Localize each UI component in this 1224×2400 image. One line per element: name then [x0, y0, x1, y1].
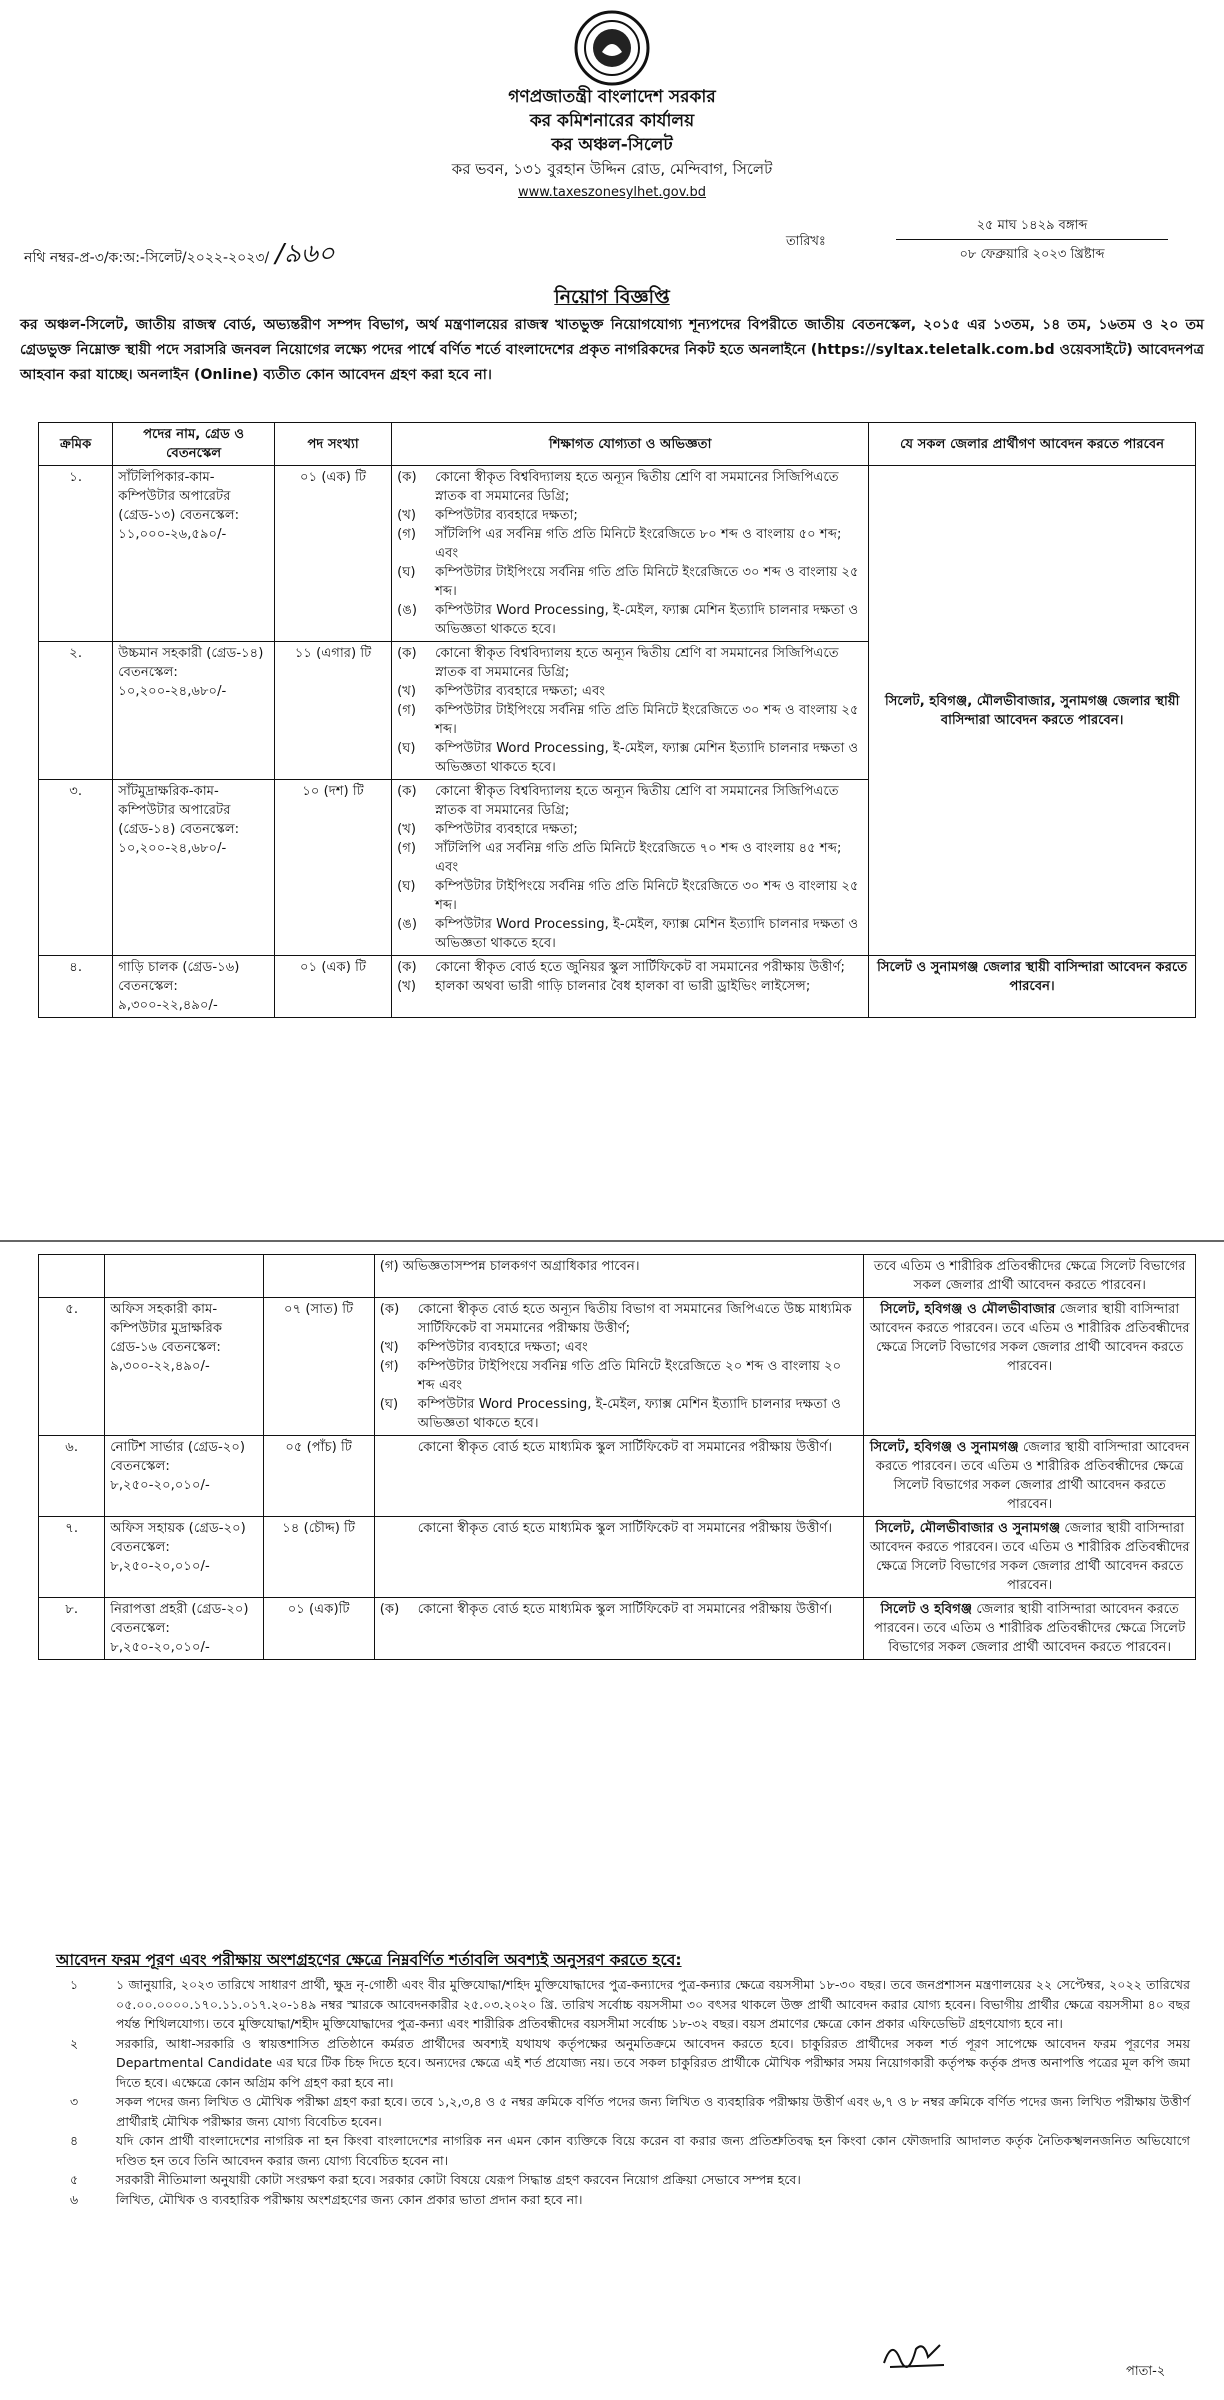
condition-number: ৩ — [70, 2094, 79, 2109]
table-row — [39, 956, 1196, 1018]
conditions-title: আবেদন ফরম পূরণ এবং পরীক্ষায় অংশগ্রহণের ক্ষেত্রে নিম্নবর্ণিত শর্তাবলি অবশ্যই অনুসরণ করতে হবে: — [56, 1951, 682, 1969]
condition-number: ১ — [70, 1977, 79, 1992]
qualification-text: কম্পিউটার Word Processing, ই-মেইল, ফ্যাক্স মেশিন ইত্যাদি চালনার দক্ষতা ও অভিজ্ঞতা থাকতে হবে। — [435, 917, 859, 951]
qualification-key: (ক) — [397, 646, 417, 661]
qualification-text: কম্পিউটার ব্যবহারে দক্ষতা; — [435, 822, 578, 837]
condition-item — [70, 1975, 1190, 2034]
serial-cell: ২. — [39, 642, 113, 780]
qualification-text: কম্পিউটার Word Processing, ই-মেইল, ফ্যাক্স মেশিন ইত্যাদি চালনার দক্ষতা ও অভিজ্ঞতা থাকতে হবে। — [435, 603, 859, 637]
eligibility-cell: সিলেট, হবিগঞ্জ, মৌলভীবাজার, সুনামগঞ্জ জেলার স্থায়ী বাসিন্দারা আবেদন করতে পারবেন। — [869, 466, 1196, 956]
date-block — [896, 212, 1168, 266]
condition-number: ৪ — [70, 2133, 79, 2148]
post-cell — [105, 1255, 263, 1298]
posts-table-continued — [38, 1254, 1196, 1660]
serial-cell: ৩. — [39, 780, 113, 956]
qualification-text: কোনো স্বীকৃত বোর্ড হতে অন্যূন দ্বিতীয় বিভাগ বা সমমানের জিপিএতে উচ্চ মাধ্যমিক সার্টিফিকেট বা সমমানের পরীক্ষায় উত্তীর্ণ; — [417, 1302, 852, 1336]
page-number: পাতা-২ — [1126, 2364, 1166, 2379]
date-bangla: ২৫ মাঘ ১৪২৯ বঙ্গাব্দ — [976, 218, 1088, 233]
qualification-item — [397, 601, 863, 639]
qualification-key: (খ) — [397, 822, 417, 837]
condition-item — [70, 2034, 1190, 2093]
serial-cell: ৪. — [39, 956, 113, 1018]
header-count: পদ সংখ্যা — [275, 423, 392, 466]
post-cell: অফিস সহায়ক (গ্রেড-২০) বেতনস্কেল: ৮,২৫০-২০,০১০/- — [105, 1517, 263, 1598]
qualification-text: কোনো স্বীকৃত বোর্ড হতে মাধ্যমিক স্কুল সার্টিফিকেট বা সমমানের পরীক্ষায় উত্তীর্ণ। — [417, 1440, 833, 1455]
notice-title: নিয়োগ বিজ্ঞপ্তি — [554, 286, 670, 308]
serial-cell: ৭. — [39, 1517, 105, 1598]
qualification-text: কম্পিউটার ব্যবহারে দক্ষতা; এবং — [435, 684, 606, 699]
eligibility-cell — [864, 1298, 1196, 1436]
eligibility-districts: সিলেট, মৌলভীবাজার ও সুনামগঞ্জ — [875, 1521, 1061, 1536]
header-eligibility: যে সকল জেলার প্রার্থীগণ আবেদন করতে পারবেন — [869, 423, 1196, 466]
serial-cell: ৮. — [39, 1598, 105, 1660]
condition-text: লিখিত, মৌখিক ও ব্যবহারিক পরীক্ষায় অংশগ্রহণের জন্য কোন প্রকার ভাতা প্রদান করা হবে না। — [116, 2191, 583, 2207]
qualification-cell — [374, 1598, 864, 1660]
header-post: পদের নাম, গ্রেড ও বেতনস্কেল — [113, 423, 275, 466]
qualification-item — [397, 782, 863, 820]
qualification-item — [380, 1438, 859, 1457]
table-row — [39, 1298, 1196, 1436]
table-row-continued — [39, 1255, 1196, 1298]
qualification-item — [397, 839, 863, 877]
qualification-cell — [392, 780, 869, 956]
govt-name: গণপ্রজাতন্ত্রী বাংলাদেশ সরকার — [508, 87, 716, 107]
qualification-item — [380, 1519, 859, 1538]
qualification-item — [397, 644, 863, 682]
eligibility-text: জেলার স্থায়ী বাসিন্দারা আবেদন করতে পারবেন। তবে এতিম ও শারীরিক প্রতিবন্ধীদের ক্ষেত্রে সিলেট বিভাগের সকল জেলার প্রার্থী আবেদন করতে পারবেন। — [875, 1440, 1190, 1512]
qualification-item — [380, 1300, 859, 1338]
qualification-cell — [392, 956, 869, 1018]
condition-text: সকল পদের জন্য লিখিত ও মৌখিক পরীক্ষা গ্রহণ করা হবে। তবে ১,২,৩,৪ ও ৫ নম্বর ক্রমিকে বর্ণিত পদের জন্য লিখিত ও ব্যবহারিক পরীক্ষায় উত্তীর্ণ এবং ৬,৭ ও ৮ নম্বর ক্রমিকে বর্ণিত পদের জন্য লিখিত পরীক্ষায় উত্তীর্ণ প্রার্থীরাই মৌখিক পরীক্ষার জন্য যোগ্য বিবেচিত হবেন। — [116, 2094, 1190, 2129]
qualification-text: কম্পিউটার টাইপিংয়ে সর্বনিম্ন গতি প্রতি মিনিটে ইংরেজিতে ৩০ শব্দ ও বাংলায় ২৫ শব্দ। — [435, 879, 859, 913]
date-label: তারিখঃ — [786, 234, 826, 249]
condition-item — [70, 2170, 1190, 2190]
post-count-cell — [263, 1255, 374, 1298]
eligibility-districts: সিলেট, হবিগঞ্জ ও মৌলভীবাজার — [880, 1302, 1056, 1317]
eligibility-text: জেলার স্থায়ী বাসিন্দারা আবেদন করতে পারবেন। তবে এতিম ও শারীরিক প্রতিবন্ধীদের ক্ষেত্রে সিলেট বিভাগের সকল জেলার প্রার্থী আবেদন করতে পারবেন। — [874, 1602, 1186, 1655]
qualification-text: কোনো স্বীকৃত বিশ্ববিদ্যালয় হতে অন্যূন দ্বিতীয় শ্রেণি বা সমমানের সিজিপিএতে স্নাতক বা সমমানের ডিগ্রি; — [435, 470, 839, 504]
qualification-key: (গ) — [379, 1359, 399, 1374]
qualification-text: কম্পিউটার Word Processing, ই-মেইল, ফ্যাক্স মেশিন ইত্যাদি চালনার দক্ষতা ও অভিজ্ঞতা থাকতে হবে। — [417, 1397, 841, 1431]
condition-text: যদি কোন প্রার্থী বাংলাদেশের নাগরিক না হন কিংবা বাংলাদেশের নাগরিক নন এমন কোন ব্যক্তিকে বিয়ে করেন বা করার জন্য প্রতিশ্রুতিবদ্ধ হন কিংবা কোন ফৌজদারি আদালত কর্তৃক নৈতিকস্খলনজনিত অভিযোগে দণ্ডিত হন তবে তিনি আবেদন করার জন্য যোগ্য বিবেচিত হবেন না। — [116, 2133, 1190, 2168]
condition-item — [70, 2190, 1190, 2210]
qualification-cell — [374, 1436, 864, 1517]
posts-table — [38, 422, 1196, 1018]
post-count-cell: ০১ (এক) টি — [275, 466, 392, 642]
qualification-key: (ঙ) — [397, 917, 418, 932]
qualification-cell — [374, 1298, 864, 1436]
office-name: কর কমিশনারের কার্যালয় — [529, 111, 695, 131]
qualification-key: (গ) — [397, 703, 417, 718]
qualification-cell — [374, 1517, 864, 1598]
qualification-text: কোনো স্বীকৃত বিশ্ববিদ্যালয় হতে অন্যূন দ্বিতীয় শ্রেণি বা সমমানের সিজিপিএতে স্নাতক বা সমমানের ডিগ্রি; — [435, 784, 839, 818]
eligibility-cell — [864, 1598, 1196, 1660]
table-row — [39, 1517, 1196, 1598]
date-english: ০৮ ফেব্রুয়ারি ২০২৩ খ্রিষ্টাব্দ — [959, 247, 1105, 262]
eligibility-districts: সিলেট ও হবিগঞ্জ — [880, 1602, 973, 1617]
qualification-key: (ক) — [397, 470, 417, 485]
post-count-cell: ০১ (এক)টি — [263, 1598, 374, 1660]
eligibility-districts: সিলেট, হবিগঞ্জ ও সুনামগঞ্জ — [869, 1440, 1019, 1455]
post-cell: সাঁটলিপিকার-কাম-কম্পিউটার অপারেটর (গ্রেড-১৩) বেতনস্কেল: ১১,০০০-২৬,৫৯০/- — [113, 466, 275, 642]
post-cell: উচ্চমান সহকারী (গ্রেড-১৪) বেতনস্কেল: ১০,২০০-২৪,৬৮০/- — [113, 642, 275, 780]
post-cell: অফিস সহকারী কাম-কম্পিউটার মুদ্রাক্ষরিক গ্রেড-১৬ বেতনস্কেল: ৯,৩০০-২২,৪৯০/- — [105, 1298, 263, 1436]
date-divider — [896, 239, 1168, 240]
post-count-cell: ১০ (দশ) টি — [275, 780, 392, 956]
condition-number: ৬ — [70, 2191, 79, 2207]
qualification-text: সাঁটলিপি এর সর্বনিম্ন গতি প্রতি মিনিটে ইংরেজিতে ৮০ শব্দ ও বাংলায় ৫০ শব্দ; এবং — [435, 527, 842, 561]
qualification-text: কম্পিউটার টাইপিংয়ে সর্বনিম্ন গতি প্রতি মিনিটে ইংরেজিতে ৩০ শব্দ ও বাংলায় ২৫ শব্দ। — [435, 703, 859, 737]
qualification-text: কম্পিউটার Word Processing, ই-মেইল, ফ্যাক্স মেশিন ইত্যাদি চালনার দক্ষতা ও অভিজ্ঞতা থাকতে হবে। — [435, 741, 859, 775]
post-cell: গাড়ি চালক (গ্রেড-১৬) বেতনস্কেল: ৯,৩০০-২২,৪৯০/- — [113, 956, 275, 1018]
condition-text: ১ জানুয়ারি, ২০২৩ তারিখে সাধারণ প্রার্থী, ক্ষুদ্র নৃ-গোষ্ঠী এবং বীর মুক্তিযোদ্ধা/শহিদ মুক্তিযোদ্ধাদের পুত্র-কন্যাদের পুত্র-কন্যার ক্ষেত্রে বয়সসীমা ১৮-৩০ বছর। তবে জনপ্রশাসন মন্ত্রণালয়ের ২২ সেপ্টেম্বর, ২০২২ তারিখের ০৫.০০.০০০০.১৭০.১১.০১৭.২০-১৪৯ নম্বর স্মারকে আবেদনকারীর ২৫.০৩.২০২০ খ্রি. তারিখ সর্বোচ্চ বয়সসীমা ৩০ বৎসর থাকলে উক্ত প্রার্থী আবেদন করার যোগ্য হবেন। বিভাগীয় প্রার্থীর ক্ষেত্রে বয়সসীমা ৪০ বছর পর্যন্ত শিথিলযোগ্য। তবে মুক্তিযোদ্ধা/শহীদ মুক্তিযোদ্ধাদের পুত্র-কন্যা এবং শারীরিক প্রতিবন্ধীদের বয়সসীমা সর্বোচ্চ ১৮-৩২ বছর। বয়স প্রমাণের ক্ষেত্রে কোন প্রকার এফিডেভিট গ্রহণযোগ্য হবে না। — [116, 1977, 1190, 2031]
post-cell: সাঁটমুদ্রাক্ষরিক-কাম-কম্পিউটার অপারেটর (গ্রেড-১৪) বেতনস্কেল: ১০,২০০-২৪,৬৮০/- — [113, 780, 275, 956]
qualification-item — [397, 506, 863, 525]
qualification-key: (গ) — [397, 527, 417, 542]
condition-number: ৫ — [70, 2172, 79, 2187]
qualification-item — [397, 977, 863, 996]
post-count-cell: ০৭ (সাত) টি — [263, 1298, 374, 1436]
table-row — [39, 1436, 1196, 1517]
post-count-cell: ১৪ (চৌদ্দ) টি — [263, 1517, 374, 1598]
qualification-text: কোনো স্বীকৃত বোর্ড হতে মাধ্যমিক স্কুল সার্টিফিকেট বা সমমানের পরীক্ষায় উত্তীর্ণ। — [417, 1602, 833, 1617]
qualification-text: কম্পিউটার ব্যবহারে দক্ষতা; এবং — [417, 1340, 588, 1355]
qualification-key: (ঙ) — [397, 603, 418, 618]
qualification-item — [397, 877, 863, 915]
table-header-row — [39, 423, 1196, 466]
qualification-text: সাঁটলিপি এর সর্বনিম্ন গতি প্রতি মিনিটে ইংরেজিতে ৭০ শব্দ ও বাংলায় ৪৫ শব্দ; এবং — [435, 841, 842, 875]
memo-number-text: নথি নম্বর-প্র-৩/ক:অ:-সিলেট/২০২২-২০২৩/ — [24, 250, 270, 266]
post-cell: নিরাপত্তা প্রহরী (গ্রেড-২০) বেতনস্কেল: ৮,২৫০-২০,০১০/- — [105, 1598, 263, 1660]
post-count-cell: ১১ (এগার) টি — [275, 642, 392, 780]
serial-cell: ১. — [39, 466, 113, 642]
condition-item — [70, 2131, 1190, 2170]
qualification-item — [397, 468, 863, 506]
qualification-item — [380, 1395, 859, 1433]
qualification-key: (খ) — [397, 684, 417, 699]
qualification-cell: (গ) অভিজ্ঞতাসম্পন্ন চালকগণ অগ্রাধিকার পাবেন। — [374, 1255, 864, 1298]
memo-handwritten-number: /৯৬০ — [275, 239, 335, 269]
post-count-cell: ০১ (এক) টি — [275, 956, 392, 1018]
condition-text: সরকারি, আধা-সরকারি ও স্বায়ত্তশাসিত প্রতিষ্ঠানে কর্মরত প্রার্থীদের অবশ্যই যথাযথ কর্তৃপক্ষের অনুমতিক্রমে আবেদন করতে হবে। চাকুরিরত প্রার্থীদের সকল শর্ত পূরণ সাপেক্ষে আবেদন ফরম পূরণের সময় Departmental Candidate এর ঘরে টিক চিহ্ন দিতে হবে। অন্যদের ক্ষেত্রে এই শর্ত প্রযোজ্য নয়। তবে সকল চাকুরিরত প্রার্থীকে মৌখিক পরীক্ষার সময় নিয়োগকারী কর্তৃপক্ষ কর্তৃক প্রদত্ত অনাপত্তি পত্রের মূল কপি জমা দিতে হবে। এক্ষেত্রে কোন অগ্রিম কপি গ্রহণ করা হবে না। — [116, 2035, 1190, 2090]
qualification-key: (খ) — [397, 508, 417, 523]
qualification-key: (খ) — [379, 1340, 399, 1355]
qualification-item — [397, 701, 863, 739]
qualification-item — [397, 915, 863, 953]
table-row — [39, 1598, 1196, 1660]
qualification-item — [397, 525, 863, 563]
eligibility-cell — [864, 1436, 1196, 1517]
qualification-item — [380, 1357, 859, 1395]
qualification-key: (ঘ) — [397, 741, 416, 756]
qualification-key: (ঘ) — [379, 1397, 399, 1412]
qualification-item — [397, 739, 863, 777]
qualification-item — [397, 958, 863, 977]
qualification-text: কোনো স্বীকৃত বোর্ড হতে মাধ্যমিক স্কুল সার্টিফিকেট বা সমমানের পরীক্ষায় উত্তীর্ণ। — [417, 1521, 833, 1536]
qualification-item — [380, 1338, 859, 1357]
post-count-cell: ০৫ (পাঁচ) টি — [263, 1436, 374, 1517]
eligibility-text: জেলার স্থায়ী বাসিন্দারা আবেদন করতে পারবেন। তবে এতিম ও শারীরিক প্রতিবন্ধীদের ক্ষেত্রে সিলেট বিভাগের সকল জেলার প্রার্থী আবেদন করতে পারবেন। — [869, 1302, 1190, 1374]
qualification-key: (ক) — [379, 1602, 400, 1617]
qualification-key: (ক) — [397, 960, 417, 975]
qualification-key: (খ) — [397, 979, 417, 994]
website-link[interactable]: www.taxeszonesylhet.gov.bd — [517, 185, 707, 200]
qualification-key — [380, 1438, 414, 1457]
eligibility-cell: সিলেট ও সুনামগঞ্জ জেলার স্থায়ী বাসিন্দারা আবেদন করতে পারবেন। — [869, 956, 1196, 1018]
office-address: কর ভবন, ১৩১ বুরহান উদ্দিন রোড, মেন্দিবাগ, সিলেট — [451, 160, 773, 178]
qualification-key: (গ) — [397, 841, 417, 856]
qualification-text: কোনো স্বীকৃত বিশ্ববিদ্যালয় হতে অন্যূন দ্বিতীয় শ্রেণি বা সমমানের সিজিপিএতে স্নাতক বা সমমানের ডিগ্রি; — [435, 646, 839, 680]
condition-text: সরকারী নীতিমালা অনুযায়ী কোটা সংরক্ষণ করা হবে। সরকার কোটা বিষয়ে যেরূপ সিদ্ধান্ত গ্রহণ করবেন নিয়োগ প্রক্রিয়া সেভাবে সম্পন্ন হবে। — [116, 2172, 801, 2187]
eligibility-cell: তবে এতিম ও শারীরিক প্রতিবন্ধীদের ক্ষেত্রে সিলেট বিভাগের সকল জেলার প্রার্থী আবেদন করতে পারবেন। — [864, 1255, 1196, 1298]
qualification-key: (ঘ) — [397, 879, 416, 894]
qualification-text: কম্পিউটার টাইপিংয়ে সর্বনিম্ন গতি প্রতি মিনিটে ইংরেজিতে ৩০ শব্দ ও বাংলায় ২৫ শব্দ। — [435, 565, 859, 599]
condition-number: ২ — [70, 2035, 79, 2051]
signature-icon — [880, 2335, 950, 2371]
header-serial: ক্রমিক — [39, 423, 113, 466]
qualification-text: কোনো স্বীকৃত বোর্ড হতে জুনিয়র স্কুল সার্টিফিকেট বা সমমানের পরীক্ষায় উত্তীর্ণ; — [435, 960, 845, 975]
header-qualification: শিক্ষাগত যোগ্যতা ও অভিজ্ঞতা — [392, 423, 869, 466]
serial-cell — [39, 1255, 105, 1298]
memo-number — [24, 233, 335, 277]
table-row — [39, 466, 1196, 642]
qualification-item — [397, 682, 863, 701]
qualification-item — [397, 563, 863, 601]
conditions-list — [70, 1975, 1190, 2209]
qualification-item — [380, 1600, 859, 1619]
qualification-item — [397, 820, 863, 839]
serial-cell: ৬. — [39, 1436, 105, 1517]
qualification-text: কম্পিউটার টাইপিংয়ে সর্বনিম্ন গতি প্রতি মিনিটে ইংরেজিতে ২০ শব্দ ও বাংলায় ২০ শব্দ এবং — [417, 1359, 842, 1393]
notice-intro: কর অঞ্চল-সিলেট, জাতীয় রাজস্ব বোর্ড, অভ্যন্তরীণ সম্পদ বিভাগ, অর্থ মন্ত্রণালয়ের রাজস্ব খাতভুক্ত নিয়োগযোগ্য শূন্যপদের বিপরীতে জাতীয় বেতনস্কেল, ২০১৫ এর ১৩তম, ১৪ তম, ১৬তম ও ২০ তম গ্রেডভুক্ত নিম্নোক্ত স্থায়ী পদে সরাসরি জনবল নিয়োগের লক্ষ্যে পদের পার্শ্বে বর্ণিত শর্তে বাংলাদেশের প্রকৃত নাগরিকদের নিকট হতে অনলাইনে (https://syltax.teletalk.com.bd ওয়েবসাইটে) আবেদনপত্র আহবান করা যাচ্ছে। অনলাইন (Online) ব্যতীত কোন আবেদন গ্রহণ করা হবে না। — [20, 317, 1204, 383]
qualification-text: কম্পিউটার ব্যবহারে দক্ষতা; — [435, 508, 578, 523]
qualification-key: (ক) — [397, 784, 417, 799]
qualification-key: (ক) — [379, 1302, 400, 1317]
qualification-cell — [392, 642, 869, 780]
post-cell: নোটিশ সার্ভার (গ্রেড-২০) বেতনস্কেল: ৮,২৫০-২০,০১০/- — [105, 1436, 263, 1517]
qualification-key — [380, 1519, 414, 1538]
qualification-text: হালকা অথবা ভারী গাড়ি চালনার বৈধ হালকা বা ভারী ড্রাইভিং লাইসেন্স; — [435, 979, 811, 994]
government-seal-icon — [572, 8, 652, 88]
serial-cell: ৫. — [39, 1298, 105, 1436]
qualification-cell — [392, 466, 869, 642]
condition-item — [70, 2092, 1190, 2131]
zone-name: কর অঞ্চল-সিলেট — [551, 135, 673, 155]
eligibility-cell — [864, 1517, 1196, 1598]
qualification-key: (ঘ) — [397, 565, 416, 580]
eligibility-text: জেলার স্থায়ী বাসিন্দারা আবেদন করতে পারবেন। তবে এতিম ও শারীরিক প্রতিবন্ধীদের ক্ষেত্রে সিলেট বিভাগের সকল জেলার প্রার্থী আবেদন করতে পারবেন। — [869, 1521, 1190, 1593]
